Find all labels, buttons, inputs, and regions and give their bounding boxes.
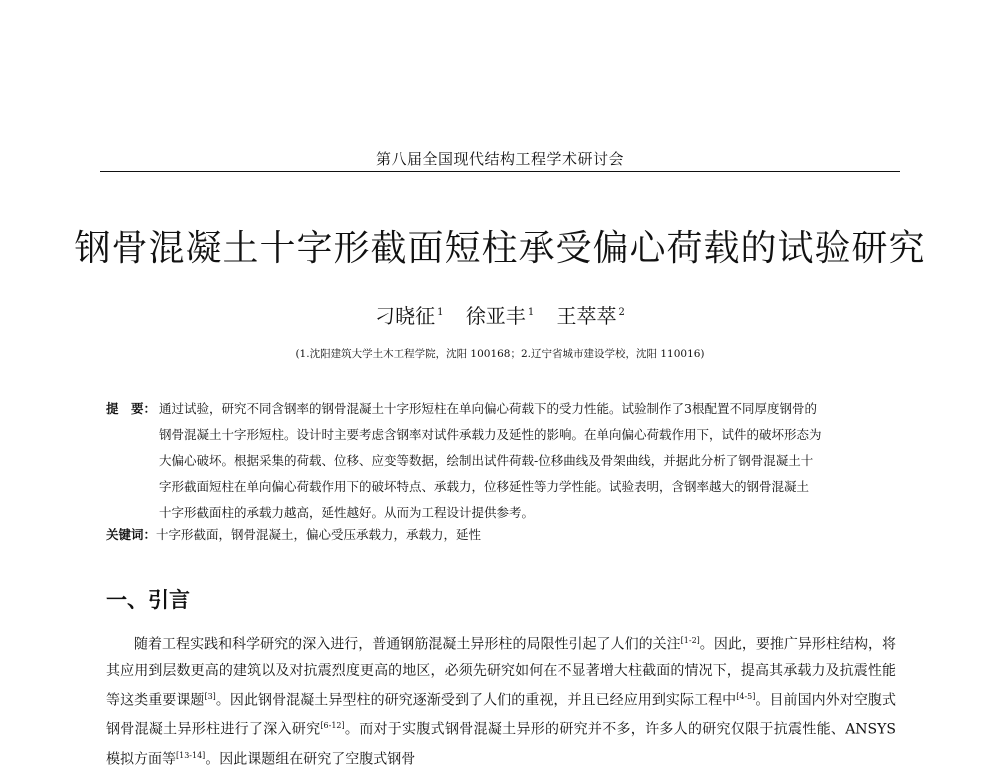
section-heading-introduction: 一、引言 [106,588,190,612]
abstract-line: 通过试验，研究不同含钢率的钢骨混凝土十字形短柱在单向偏心荷载下的受力性能。试验制作了3根配置不同厚度钢骨的 [159,401,817,416]
abstract-body [159,396,896,526]
author-name: 徐亚丰 [465,304,526,328]
author-name: 王萃萃 [556,304,617,328]
citation: [3] [204,691,216,701]
intro-text: 。因此课题组在研究了空腹式钢骨 [205,751,416,768]
keywords-text: 十字形截面，钢骨混凝土，偏心受压承载力，承载力，延性 [156,527,482,542]
author-mark: 1 [527,307,535,319]
intro-text: 随着工程实践和科学研究的深入进行，普通钢筋混凝土异形柱的局限性引起了人们的关注 [134,636,681,653]
author-3 [557,304,625,328]
author-mark: 2 [618,307,625,319]
abstract-line: 十字形截面柱的承载力越高，延性越好。从而为工程设计提供参考。 [159,505,535,520]
citation: [13-14] [176,750,206,760]
abstract-line: 钢骨混凝土十字形短柱。设计时主要考虑含钢率对试件承载力及延性的影响。在单向偏心荷载作用下，试件的破坏形态为 [159,427,822,442]
author-list [100,300,900,329]
affiliation: (1.沈阳建筑大学土木工程学院，沈阳 100168；2.辽宁省城市建设学校，沈阳 110016) [295,348,705,360]
author-2 [466,304,534,328]
keywords-label: 关键词： [106,527,157,542]
introduction-body [106,628,896,773]
intro-text: 。因此，要推广异形柱结构，将其应用到层数更高的建筑以及对抗震烈度更高的地区，必须先研究如何在不显著增大柱截面的情况下，提高其承载力及抗震性能等这类重要课题 [106,636,897,709]
author-name: 刁晓征 [375,304,436,328]
running-header: 第八届全国现代结构工程学术研讨会 [375,150,624,168]
header-rule [100,171,900,172]
citation: [6-12] [320,721,345,731]
abstract [106,396,896,526]
author-1 [375,304,443,328]
author-mark: 1 [437,307,444,319]
citation: [1-2] [680,636,700,645]
intro-text: 。目前国内外对空腹式钢骨混凝土异形柱进行了深入研究 [106,692,897,738]
paper-title: 钢骨混凝土十字形截面短柱承受偏心荷载的试验研究 [74,228,926,269]
abstract-line: 字形截面短柱在单向偏心荷载作用下的破坏特点、承载力，位移延性等力学性能。试验表明，含钢率越大的钢骨混凝土 [159,479,810,494]
abstract-label: 提 要： [106,401,157,416]
abstract-line: 大偏心破坏。根据采集的荷载、位移、应变等数据，绘制出试件荷载-位移曲线及骨架曲线，并据此分析了钢骨混凝土十 [159,453,814,468]
intro-paragraph [106,628,896,773]
citation: [4-5] [736,691,756,701]
intro-text: 。而对于实腹式钢骨混凝土异形的研究并不多，许多人的研究仅限于抗震性能、ANSYS 模拟方面等 [106,721,896,768]
keywords [106,522,896,548]
intro-text: 。因此钢骨混凝土异型柱的研究逐渐受到了人们的重视，并且已经应用到实际工程中 [215,692,737,709]
